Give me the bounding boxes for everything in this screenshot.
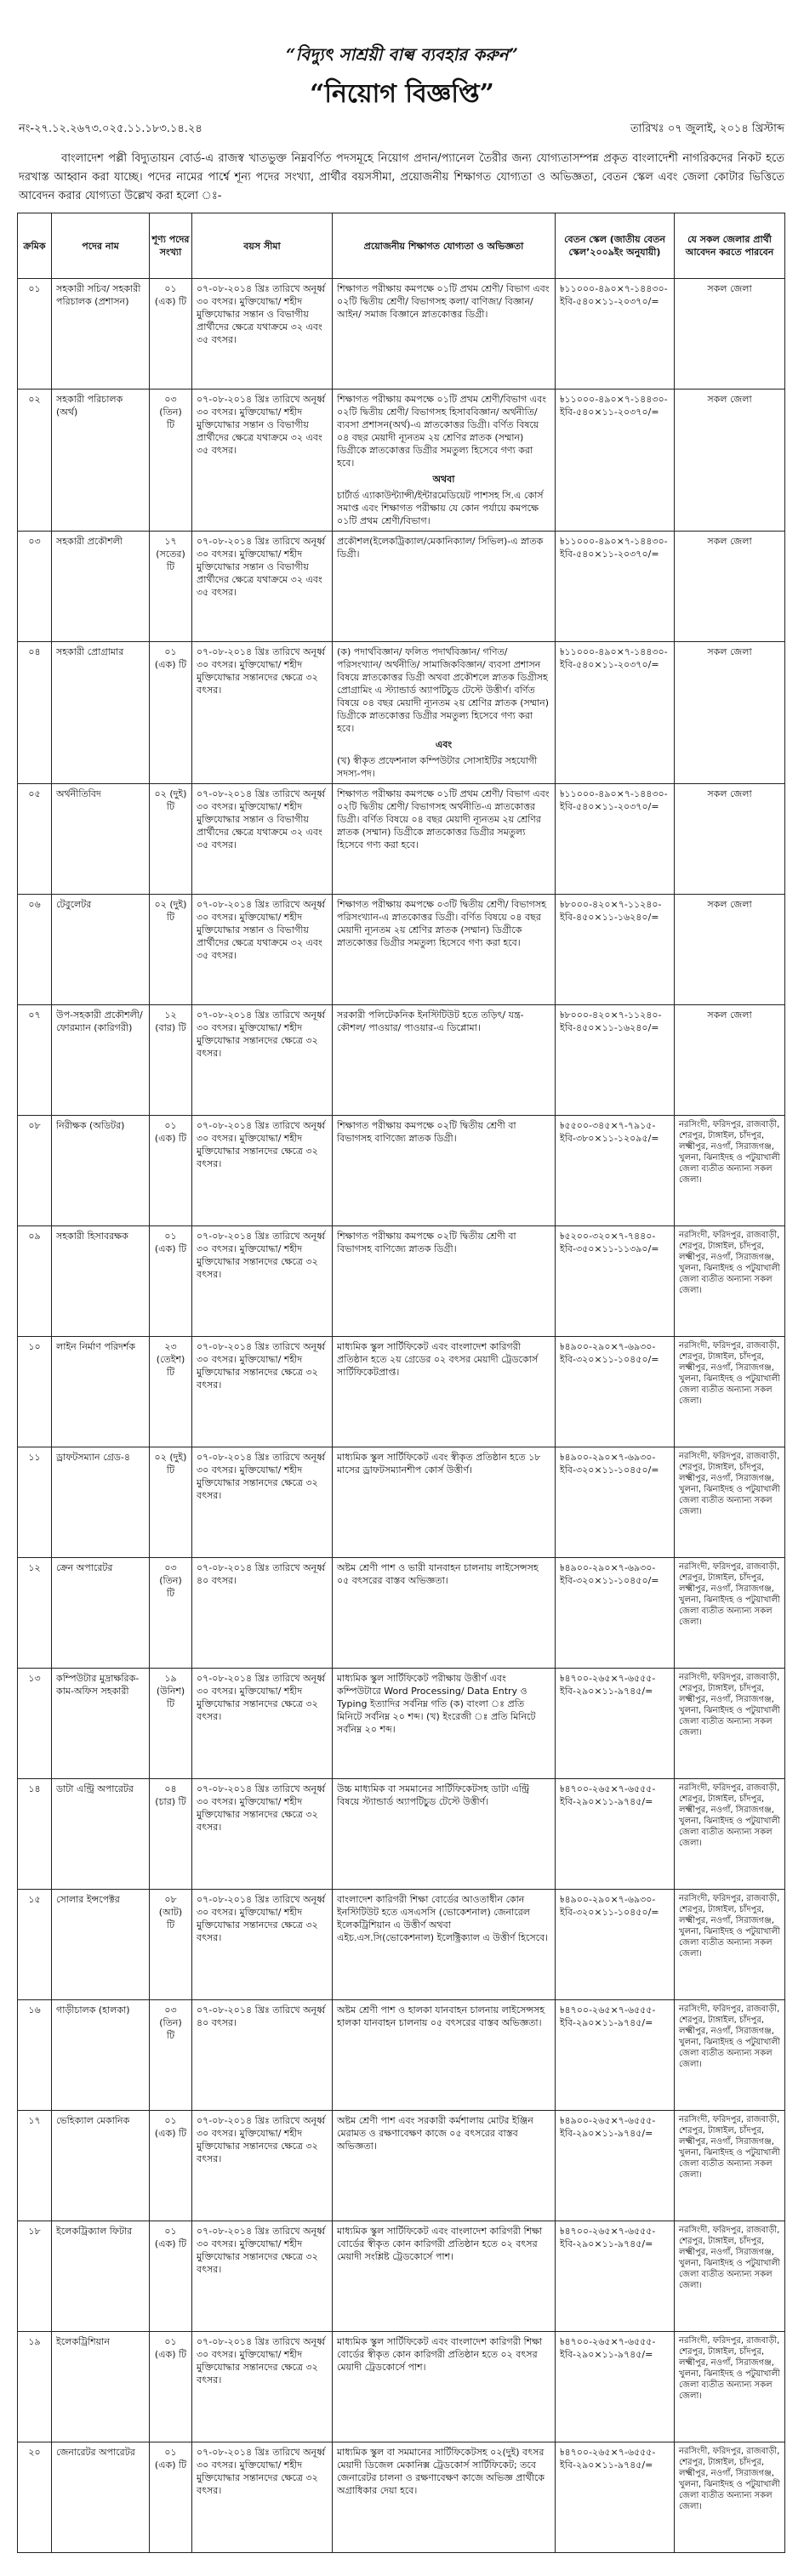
cell-post-name: টেবুলেটর xyxy=(52,895,150,1005)
cell-districts: নরসিংদী, ফরিদপুর, রাজবাড়ী, শেরপুর, টাঙ্গাইল, চাঁদপুর, লক্ষ্মীপুর, নওগাঁ, সিরাজগঞ্জ, খুলনা, ঝিনাইদহ ও পটুয়াখালী জেলা ব্যতীত অন্যান্য সকল জেলা। xyxy=(675,2111,785,2221)
cell-qualification xyxy=(333,1558,556,1669)
cell-qualification xyxy=(333,1447,556,1558)
cell-post-name: লাইন নির্মাণ পরিদর্শক xyxy=(52,1337,150,1447)
cell-vacancies: ০৩ (তিন) টি xyxy=(150,390,192,532)
qualification-alternative: (খ) স্বীকৃত প্রফেশনাল কম্পিউটার সোসাইটির সহযোগী সদস্য-পদ। xyxy=(337,755,538,779)
qualification-text: (ক) পদার্থবিজ্ঞান/ ফলিত পদার্থবিজ্ঞান/ গণিত/ পরিসংখ্যান/ অর্থনীতি/ সামাজিকবিজ্ঞান/ ব্যবসা প্রশাসন বিষয়ে স্নাতকোত্তর ডিগ্রী অথবা প্রকৌশলে স্নাতক ডিগ্রীসহ প্রোগ্রামিং এ স্ট্যান্ডার্ড অ্যাপটিচুড টেস্টে উত্তীর্ণ। বর্ণিত বিষয়ে ০৪ বছর মেয়াদী ন্যূনতম ২য় শ্রেণির স্নাতক (সম্মান) ডিগ্রীকে স্নাতকোত্তর ডিগ্রীর সমতুল্য হিসেবে গণ্য করা হবে। xyxy=(337,646,550,734)
cell-pay-scale: ৳১১০০০-৪৯০×৭-১৪৪৩০-ইবি-৫৪০×১১-২০৩৭০/= xyxy=(556,532,675,642)
cell-districts: নরসিংদী, ফরিদপুর, রাজবাড়ী, শেরপুর, টাঙ্গাইল, চাঁদপুর, লক্ষ্মীপুর, নওগাঁ, সিরাজগঞ্জ, খুলনা, ঝিনাইদহ ও পটুয়াখালী জেলা ব্যতীত অন্যান্য সকল জেলা। xyxy=(675,1669,785,1779)
header-vacancies: শূণ্য পদের সংখ্যা xyxy=(150,213,192,279)
cell-age-limit: ০৭-০৮-২০১৪ খ্রিঃ তারিখে অনূর্ধ্ব ৩০ বৎসর। মুক্তিযোদ্ধা/ শহীদ মুক্তিযোদ্ধার সন্তানদের ক্ষেত্রে ৩২ বৎসর। xyxy=(192,1116,333,1226)
cell-post-name: ইলেকট্রিশিয়ান xyxy=(52,2332,150,2442)
cell-post-name: অর্থনীতিবিদ xyxy=(52,784,150,895)
table-row xyxy=(18,1890,785,2000)
cell-pay-scale: ৳৪৯০০-২৯০×৭-৬৯৩০-ইবি-৩২০×১১-১০৪৫০/= xyxy=(556,1890,675,2000)
cell-post-name: গাড়ীচালক (হালকা) xyxy=(52,2000,150,2111)
cell-age-limit: ০৭-০৮-২০১৪ খ্রিঃ তারিখে অনূর্ধ্ব ৩০ বৎসর। মুক্তিযোদ্ধা/ শহীদ মুক্তিযোদ্ধার সন্তান ও বিভাগীয় প্রার্থীদের ক্ষেত্রে যথাক্রমে ৩২ এবং ৩৫ বৎসর। xyxy=(192,784,333,895)
cell-sl: ১৫ xyxy=(18,1890,52,2000)
cell-qualification xyxy=(333,784,556,895)
cell-sl: ০৪ xyxy=(18,642,52,784)
table-row xyxy=(18,390,785,532)
cell-districts: সকল জেলা xyxy=(675,279,785,390)
qualification-text: শিক্ষাগত পরীক্ষায় কমপক্ষে ০২টি দ্বিতীয় শ্রেণী বা বিভাগসহ বাণিজ্যে স্নাতক ডিগ্রী। xyxy=(337,1231,516,1254)
qualification-text: মাধ্যমিক স্কুল সার্টিফিকেট এবং বাংলাদেশ কারিগরী শিক্ষা বোর্ডের স্বীকৃত কোন কারিগরী প্রতিষ্ঠান হতে ০২ বৎসর মেয়াদী ট্রেডকোর্সে পাশ। xyxy=(337,2336,543,2373)
qualification-text: অষ্টম শ্রেণী পাশ ও ভারী যানবাহন চালনায় লাইসেন্সসহ ০৫ বৎসরের বাস্তব অভিজ্ঞতা। xyxy=(337,1562,539,1586)
cell-pay-scale: ৳৪৭০০-২৬৫×৭-৬৫৫৫-ইবি-২৯০×১১-৯৭৪৫/= xyxy=(556,2442,675,2553)
cell-qualification xyxy=(333,1005,556,1116)
cell-qualification xyxy=(333,2000,556,2111)
table-row xyxy=(18,2442,785,2553)
cell-pay-scale: ৳৪৭০০-২৬৫×৭-৬৫৫৫-ইবি-২৯০×১১-৯৭৪৫/= xyxy=(556,1669,675,1779)
table-row xyxy=(18,1779,785,1890)
qualification-text: শিক্ষাগত পরীক্ষায় কমপক্ষে ০১টি প্রথম শ্রেণী/ বিভাগ এবং ০২টি দ্বিতীয় শ্রেণী/ বিভাগসহ কলা/ বাণিজ্য/ বিজ্ঞান/ আইন/ সমাজ বিজ্ঞানে স্নাতকোত্তর ডিগ্রী। xyxy=(337,283,550,320)
cell-vacancies: ০১ (এক) টি xyxy=(150,642,192,784)
cell-pay-scale: ৳৮০০০-৪২০×৭-১১২৪০-ইবি-৪৫০×১১-১৬২৪০/= xyxy=(556,895,675,1005)
table-row xyxy=(18,784,785,895)
cell-sl: ০৯ xyxy=(18,1226,52,1337)
cell-vacancies: ১৯ (উনিশ) টি xyxy=(150,1669,192,1779)
cell-districts: সকল জেলা xyxy=(675,532,785,642)
table-row xyxy=(18,1116,785,1226)
cell-districts: নরসিংদী, ফরিদপুর, রাজবাড়ী, শেরপুর, টাঙ্গাইল, চাঁদপুর, লক্ষ্মীপুর, নওগাঁ, সিরাজগঞ্জ, খুলনা, ঝিনাইদহ ও পটুয়াখালী জেলা ব্যতীত অন্যান্য সকল জেলা। xyxy=(675,1116,785,1226)
cell-vacancies: ০৪ (চার) টি xyxy=(150,1779,192,1890)
cell-pay-scale: ৳৪৯০০-২৯০×৭-৬৯৩০-ইবি-৩২০×১১-১০৪৫০/= xyxy=(556,1447,675,1558)
cell-vacancies: ০১ (এক) টি xyxy=(150,2221,192,2332)
cell-qualification xyxy=(333,1116,556,1226)
cell-post-name: ডাটা এন্ট্রি অপারেটর xyxy=(52,1779,150,1890)
cell-pay-scale: ৳৮০০০-৪২০×৭-১১২৪০-ইবি-৪৫০×১১-১৬২৪০/= xyxy=(556,1005,675,1116)
cell-qualification xyxy=(333,1337,556,1447)
cell-qualification xyxy=(333,895,556,1005)
cell-qualification xyxy=(333,2442,556,2553)
cell-age-limit: ০৭-০৮-২০১৪ খ্রিঃ তারিখে অনূর্ধ্ব ৩০ বৎসর। মুক্তিযোদ্ধা/ শহীদ মুক্তিযোদ্ধার সন্তানদের ক্ষেত্রে ৩২ বৎসর। xyxy=(192,1005,333,1116)
cell-districts: নরসিংদী, ফরিদপুর, রাজবাড়ী, শেরপুর, টাঙ্গাইল, চাঁদপুর, লক্ষ্মীপুর, নওগাঁ, সিরাজগঞ্জ, খুলনা, ঝিনাইদহ ও পটুয়াখালী জেলা ব্যতীত অন্যান্য সকল জেলা। xyxy=(675,1779,785,1890)
cell-pay-scale: ৳৪৭০০-২৬৫×৭-৬৫৫৫-ইবি-২৯০×১১-৯৭৪৫/= xyxy=(556,2000,675,2111)
cell-sl: ০৮ xyxy=(18,1116,52,1226)
reference-line xyxy=(19,121,784,139)
cell-districts: সকল জেলা xyxy=(675,784,785,895)
cell-age-limit: ০৭-০৮-২০১৪ খ্রিঃ তারিখে অনূর্ধ্ব ৩০ বৎসর। মুক্তিযোদ্ধা/ শহীদ মুক্তিযোদ্ধার সন্তানদের ক্ষেত্রে ৩২ বৎসর। xyxy=(192,1337,333,1447)
table-row xyxy=(18,2000,785,2111)
cell-qualification xyxy=(333,2332,556,2442)
cell-pay-scale: ৳১১০০০-৪৯০×৭-১৪৪৩০-ইবি-৫৪০×১১-২০৩৭০/= xyxy=(556,642,675,784)
cell-districts: নরসিংদী, ফরিদপুর, রাজবাড়ী, শেরপুর, টাঙ্গাইল, চাঁদপুর, লক্ষ্মীপুর, নওগাঁ, সিরাজগঞ্জ, খুলনা, ঝিনাইদহ ও পটুয়াখালী জেলা ব্যতীত অন্যান্য সকল জেলা। xyxy=(675,1890,785,2000)
cell-qualification xyxy=(333,390,556,532)
cell-sl: ১৯ xyxy=(18,2332,52,2442)
cell-post-name: জেনারেটর অপারেটর xyxy=(52,2442,150,2553)
cell-qualification xyxy=(333,2111,556,2221)
header-sl: ক্রমিক xyxy=(18,213,52,279)
header-pay-scale: বেতন স্কেল (জাতীয় বেতন স্কেল’২০০৯ইং অনুযায়ী) xyxy=(556,213,675,279)
cell-vacancies: ২৩ (তেইশ) টি xyxy=(150,1337,192,1447)
cell-post-name: নিরীক্ষক (অডিটর) xyxy=(52,1116,150,1226)
cell-vacancies: ০২ (দুই) টি xyxy=(150,895,192,1005)
cell-age-limit: ০৭-০৮-২০১৪ খ্রিঃ তারিখে অনূর্ধ্ব ৪০ বৎসর। xyxy=(192,1558,333,1669)
table-row xyxy=(18,2221,785,2332)
qualification-text: শিক্ষাগত পরীক্ষায় কমপক্ষে ০১টি প্রথম শ্রেণী/বিভাগ এবং ০২টি দ্বিতীয় শ্রেণী/ বিভাগসহ হিসাববিজ্ঞান/ অর্থনীতি/ ব্যবসা প্রশাসন(অর্থ)-এ স্নাতকোত্তর ডিগ্রী। বর্ণিত বিষয়ে ০৪ বছর মেয়াদী ন্যূনতম ২য় শ্রেণির স্নাতক (সম্মান) ডিগ্রীকে স্নাতকোত্তর ডিগ্রীর সমতুল্য হিসেবে গণ্য করা হবে। xyxy=(337,394,546,469)
cell-pay-scale: ৳১১০০০-৪৯০×৭-১৪৪৩০-ইবি-৫৪০×১১-২০৩৭০/= xyxy=(556,279,675,390)
qualification-text: উচ্চ মাধ্যমিক বা সমমানের সার্টিফিকেটসহ ডাটা এন্ট্রি বিষয়ে স্ট্যান্ডার্ড অ্যাপটিচুড টেস্টে উত্তীর্ণ। xyxy=(337,1783,530,1807)
header-district: যে সকল জেলার প্রার্থী আবেদন করতে পারবেন xyxy=(675,213,785,279)
table-row xyxy=(18,895,785,1005)
cell-post-name: সহকারী হিসাবরক্ষক xyxy=(52,1226,150,1337)
table-row xyxy=(18,642,785,784)
table-row xyxy=(18,1558,785,1669)
cell-pay-scale: ৳৪৭০০-২৬৫×৭-৬৫৫৫-ইবি-২৯০×১১-৯৭৪৫/= xyxy=(556,2221,675,2332)
cell-vacancies: ১২ (বার) টি xyxy=(150,1005,192,1116)
cell-sl: ১৮ xyxy=(18,2221,52,2332)
cell-sl: ২০ xyxy=(18,2442,52,2553)
table-row xyxy=(18,532,785,642)
cell-sl: ০১ xyxy=(18,279,52,390)
cell-age-limit: ০৭-০৮-২০১৪ খ্রিঃ তারিখে অনূর্ধ্ব ৩০ বৎসর। মুক্তিযোদ্ধা/ শহীদ মুক্তিযোদ্ধার সন্তানদের ক্ষেত্রে ৩২ বৎসর। xyxy=(192,1779,333,1890)
qualification-text: মাধ্যমিক স্কুল সার্টিফিকেট এবং বাংলাদেশ কারিগরী শিক্ষা বোর্ডের স্বীকৃত কোন কারিগরী প্রতিষ্ঠান হতে ০২ বৎসর মেয়াদী সংশ্লিষ্ট ট্রেডকোর্সে পাশ। xyxy=(337,2226,543,2262)
cell-post-name: সোলার ইন্সপেক্টর xyxy=(52,1890,150,2000)
notice-title: “নিয়োগ বিজ্ঞপ্তি” xyxy=(310,79,494,109)
cell-post-name: উপ-সহকারী প্রকৌশলী/ ফোরম্যান (কারিগরী) xyxy=(52,1005,150,1116)
table-row xyxy=(18,1447,785,1558)
cell-districts: সকল জেলা xyxy=(675,1005,785,1116)
cell-age-limit: ০৭-০৮-২০১৪ খ্রিঃ তারিখে অনূর্ধ্ব ৩০ বৎসর। মুক্তিযোদ্ধা/ শহীদ মুক্তিযোদ্ধার সন্তানদের ক্ষেত্রে ৩২ বৎসর। xyxy=(192,2111,333,2221)
cell-pay-scale: ৳৫৫০০-৩৪৫×৭-৭৯১৫-ইবি-৩৮০×১১-১২০৯৫/= xyxy=(556,1116,675,1226)
table-row xyxy=(18,1005,785,1116)
intro-paragraph: বাংলাদেশ পল্লী বিদ্যুতায়ন বোর্ড-এ রাজস্ব খাতভুক্ত নিম্নবর্ণিত পদসমূহে নিয়োগ প্রদান/প্যানেল তৈরীর জন্য যোগ্যতাসম্পন্ন প্রকৃত বাংলাদেশী নাগরিকদের নিকট হতে দরখাস্ত আহ্বান করা যাচ্ছে। পদের নামের পার্শ্বে শূন্য পদের সংখ্যা, প্রার্থীর বয়সসীমা, প্রয়োজনীয় শিক্ষাগত যোগ্যতা ও অভিজ্ঞতা, বেতন স্কেল এবং জেলা কোটার ভিত্তিতে আবেদন করার যোগ্যতা উল্লেখ করা হলো ঃ- xyxy=(19,152,784,202)
header-qualification: প্রয়োজনীয় শিক্ষাগত যোগ্যতা ও অভিজ্ঞতা xyxy=(333,213,556,279)
cell-vacancies: ০৩ (তিন) টি xyxy=(150,1558,192,1669)
qualification-text: শিক্ষাগত পরীক্ষায় কমপক্ষে ০৩টি দ্বিতীয় শ্রেণী/ বিভাগসহ পরিসংখ্যান-এ স্নাতকোত্তর ডিগ্রী। বর্ণিত বিষয়ে ০৪ বছর মেয়াদী ন্যূনতম ২য় শ্রেণির স্নাতক (সম্মান) ডিগ্রীকে স্নাতকোত্তর ডিগ্রীর সমতুল্য হিসেবে গণ্য করা হবে। xyxy=(337,899,546,948)
cell-post-name: সহকারী প্রোগ্রামার xyxy=(52,642,150,784)
header-age: বয়স সীমা xyxy=(192,213,333,279)
cell-age-limit: ০৭-০৮-২০১৪ খ্রিঃ তারিখে অনূর্ধ্ব ৩০ বৎসর। মুক্তিযোদ্ধা/ শহীদ মুক্তিযোদ্ধার সন্তানদের ক্ষেত্রে ৩২ বৎসর। xyxy=(192,1669,333,1779)
cell-districts: নরসিংদী, ফরিদপুর, রাজবাড়ী, শেরপুর, টাঙ্গাইল, চাঁদপুর, লক্ষ্মীপুর, নওগাঁ, সিরাজগঞ্জ, খুলনা, ঝিনাইদহ ও পটুয়াখালী জেলা ব্যতীত অন্যান্য সকল জেলা। xyxy=(675,2221,785,2332)
cell-age-limit: ০৭-০৮-২০১৪ খ্রিঃ তারিখে অনূর্ধ্ব ৪০ বৎসর। xyxy=(192,2000,333,2111)
cell-qualification xyxy=(333,1226,556,1337)
cell-vacancies: ০২ (দুই) টি xyxy=(150,1447,192,1558)
cell-vacancies: ০১ (এক) টি xyxy=(150,279,192,390)
qualification-text: বাংলাদেশ কারিগরী শিক্ষা বোর্ডের আওতাধীন কোন ইনস্টিটিউট হতে এসএসসি (ভোকেশনাল) জেনারেল ইলেকট্রিশিয়ান এ উত্তীর্ণ অথবা এইচ.এস.সি(ভোকেশনাল) ইলেক্ট্রিক্যাল এ উত্তীর্ণ হিসেবে। xyxy=(337,1894,549,1943)
table-row xyxy=(18,2332,785,2442)
cell-districts: নরসিংদী, ফরিদপুর, রাজবাড়ী, শেরপুর, টাঙ্গাইল, চাঁদপুর, লক্ষ্মীপুর, নওগাঁ, সিরাজগঞ্জ, খুলনা, ঝিনাইদহ ও পটুয়াখালী জেলা ব্যতীত অন্যান্য সকল জেলা। xyxy=(675,1447,785,1558)
cell-vacancies: ০১ (এক) টি xyxy=(150,2442,192,2553)
cell-sl: ০৫ xyxy=(18,784,52,895)
cell-vacancies: ০৩ (তিন) টি xyxy=(150,2000,192,2111)
cell-districts: নরসিংদী, ফরিদপুর, রাজবাড়ী, শেরপুর, টাঙ্গাইল, চাঁদপুর, লক্ষ্মীপুর, নওগাঁ, সিরাজগঞ্জ, খুলনা, ঝিনাইদহ ও পটুয়াখালী জেলা ব্যতীত অন্যান্য সকল জেলা। xyxy=(675,2332,785,2442)
qualification-alternative: চার্টার্ড এ্যাকাউন্ট্যান্সী/ইন্টারমেডিয়েট পাশসহ সি.এ কোর্স সমাপ্ত এবং শিক্ষাগত পরীক্ষায় যে কোন পর্যায়ে কমপক্ষে ০১টি প্রথম শ্রেণী/বিভাগ। xyxy=(337,490,544,526)
cell-sl: ১৪ xyxy=(18,1779,52,1890)
cell-vacancies: ০১ (এক) টি xyxy=(150,2111,192,2221)
cell-sl: ১২ xyxy=(18,1558,52,1669)
cell-age-limit: ০৭-০৮-২০১৪ খ্রিঃ তারিখে অনূর্ধ্ব ৩০ বৎসর। মুক্তিযোদ্ধা/ শহীদ মুক্তিযোদ্ধার সন্তানদের ক্ষেত্রে ৩২ বৎসর। xyxy=(192,1447,333,1558)
cell-sl: ০৬ xyxy=(18,895,52,1005)
cell-age-limit: ০৭-০৮-২০১৪ খ্রিঃ তারিখে অনূর্ধ্ব ৩০ বৎসর। মুক্তিযোদ্ধা/ শহীদ মুক্তিযোদ্ধার সন্তানদের ক্ষেত্রে ৩২ বৎসর। xyxy=(192,2221,333,2332)
cell-pay-scale: ৳৪৭০০-২৬৫×৭-৬৫৫৫-ইবি-২৯০×১১-৯৭৪৫/= xyxy=(556,2332,675,2442)
cell-sl: ০৭ xyxy=(18,1005,52,1116)
cell-post-name: ক্রেন অপারেটর xyxy=(52,1558,150,1669)
table-row xyxy=(18,2111,785,2221)
cell-sl: ০২ xyxy=(18,390,52,532)
cell-sl: ১১ xyxy=(18,1447,52,1558)
table-row xyxy=(18,279,785,390)
cell-age-limit: ০৭-০৮-২০১৪ খ্রিঃ তারিখে অনূর্ধ্ব ৩০ বৎসর। মুক্তিযোদ্ধা/ শহীদ মুক্তিযোদ্ধার সন্তানদের ক্ষেত্রে ৩২ বৎসর। xyxy=(192,642,333,784)
cell-vacancies: ০৮ (আট) টি xyxy=(150,1890,192,2000)
cell-age-limit: ০৭-০৮-২০১৪ খ্রিঃ তারিখে অনূর্ধ্ব ৩০ বৎসর। মুক্তিযোদ্ধা/ শহীদ মুক্তিযোদ্ধার সন্তান ও বিভাগীয় প্রার্থীদের ক্ষেত্রে যথাক্রমে ৩২ এবং ৩৫ বৎসর। xyxy=(192,532,333,642)
qualification-connector: এবং xyxy=(435,739,453,750)
cell-vacancies: ০১ (এক) টি xyxy=(150,1116,192,1226)
cell-age-limit: ০৭-০৮-২০১৪ খ্রিঃ তারিখে অনূর্ধ্ব ৩০ বৎসর। মুক্তিযোদ্ধা/ শহীদ মুক্তিযোদ্ধার সন্তানদের ক্ষেত্রে ৩২ বৎসর। xyxy=(192,2442,333,2553)
qualification-connector: অথবা xyxy=(432,474,455,485)
slogan: “বিদ্যুৎ সাশ্রয়ী বাল্ব ব্যবহার করুন” xyxy=(285,44,519,65)
cell-vacancies: ০১ (এক) টি xyxy=(150,2332,192,2442)
cell-pay-scale: ৳১১০০০-৪৯০×৭-১৪৪৩০-ইবি-৫৪০×১১-২০৩৭০/= xyxy=(556,784,675,895)
cell-post-name: সহকারী সচিব/ সহকারী পরিচালক (প্রশাসন) xyxy=(52,279,150,390)
cell-age-limit: ০৭-০৮-২০১৪ খ্রিঃ তারিখে অনূর্ধ্ব ৩০ বৎসর। মুক্তিযোদ্ধা/ শহীদ মুক্তিযোদ্ধার সন্তানদের ক্ষেত্রে ৩২ বৎসর। xyxy=(192,1890,333,2000)
cell-qualification xyxy=(333,1779,556,1890)
table-row xyxy=(18,1226,785,1337)
cell-post-name: কম্পিউটার মুদ্রাক্ষরিক-কাম-অফিস সহকারী xyxy=(52,1669,150,1779)
qualification-text: প্রকৌশল(ইলেকট্রিক্যাল/মেকানিক্যাল/ সিভিল)-এ স্নাতক ডিগ্রী। xyxy=(337,536,544,560)
qualification-text: মাধ্যমিক স্কুল সার্টিফিকেট পরীক্ষায় উত্তীর্ণ এবং কম্পিউটারে Word Processing/ Data Entry ও Typing ইত্যাদির সর্বনিম্ন গতি (ক) বাংলা ঃ প্রতি মিনিটে সর্বনিম্ন ২০ শব্দ। (খ) ইংরেজী ঃ প্রতি মিনিটে সর্বনিম্ন ২০ শব্দ। xyxy=(337,1673,536,1735)
cell-districts: নরসিংদী, ফরিদপুর, রাজবাড়ী, শেরপুর, টাঙ্গাইল, চাঁদপুর, লক্ষ্মীপুর, নওগাঁ, সিরাজগঞ্জ, খুলনা, ঝিনাইদহ ও পটুয়াখালী জেলা ব্যতীত অন্যান্য সকল জেলা। xyxy=(675,2442,785,2553)
qualification-text: মাধ্যমিক স্কুল সার্টিফিকেট এবং বাংলাদেশ কারিগরী প্রতিষ্ঠান হতে ২য় গ্রেডের ০২ বৎসর মেয়াদী ট্রেডকোর্স সার্টিফিকেটপ্রাপ্ত। xyxy=(337,1341,539,1378)
cell-pay-scale: ৳১১০০০-৪৯০×৭-১৪৪৩০-ইবি-৫৪০×১১-২০৩৭০/= xyxy=(556,390,675,532)
cell-qualification xyxy=(333,532,556,642)
cell-post-name: সহকারী পরিচালক (অর্থ) xyxy=(52,390,150,532)
cell-districts: নরসিংদী, ফরিদপুর, রাজবাড়ী, শেরপুর, টাঙ্গাইল, চাঁদপুর, লক্ষ্মীপুর, নওগাঁ, সিরাজগঞ্জ, খুলনা, ঝিনাইদহ ও পটুয়াখালী জেলা ব্যতীত অন্যান্য সকল জেলা। xyxy=(675,1558,785,1669)
cell-districts: নরসিংদী, ফরিদপুর, রাজবাড়ী, শেরপুর, টাঙ্গাইল, চাঁদপুর, লক্ষ্মীপুর, নওগাঁ, সিরাজগঞ্জ, খুলনা, ঝিনাইদহ ও পটুয়াখালী জেলা ব্যতীত অন্যান্য সকল জেলা। xyxy=(675,1337,785,1447)
cell-districts: নরসিংদী, ফরিদপুর, রাজবাড়ী, শেরপুর, টাঙ্গাইল, চাঁদপুর, লক্ষ্মীপুর, নওগাঁ, সিরাজগঞ্জ, খুলনা, ঝিনাইদহ ও পটুয়াখালী জেলা ব্যতীত অন্যান্য সকল জেলা। xyxy=(675,1226,785,1337)
cell-qualification xyxy=(333,1890,556,2000)
table-body xyxy=(18,279,785,2553)
cell-qualification xyxy=(333,1669,556,1779)
cell-districts: সকল জেলা xyxy=(675,895,785,1005)
qualification-text: অষ্টম শ্রেণী পাশ ও হালকা যানবাহন চালনায় লাইসেন্সসহ হালকা যানবাহন চালনায় ০৫ বৎসরের বাস্তব অভিজ্ঞতা। xyxy=(337,2005,545,2028)
cell-districts: সকল জেলা xyxy=(675,642,785,784)
cell-vacancies: ০১ (এক) টি xyxy=(150,1226,192,1337)
cell-age-limit: ০৭-০৮-২০১৪ খ্রিঃ তারিখে অনূর্ধ্ব ৩০ বৎসর। মুক্তিযোদ্ধা/ শহীদ মুক্তিযোদ্ধার সন্তানদের ক্ষেত্রে ৩২ বৎসর। xyxy=(192,1226,333,1337)
cell-qualification xyxy=(333,279,556,390)
cell-pay-scale: ৳৪৯০০-২৬৫×৭-৬৫৫৫-ইবি-২৯০×১১-৯৭৪৫/= xyxy=(556,2111,675,2221)
cell-pay-scale: ৳৪৯০০-২৯০×৭-৬৯৩০-ইবি-৩২০×১১-১০৪৫০/= xyxy=(556,1558,675,1669)
vacancy-table xyxy=(17,213,785,2553)
qualification-text: মাধ্যমিক স্কুল বা সমমানের সার্টিফিকেটসহ ০২(দুই) বৎসর মেয়াদী ডিজেল মেকানিক্স ট্রেডকোর্স সার্টিফিকেট; তবে জেনারেটর চালনা ও রক্ষণাবেক্ষণ কাজে অভিজ্ঞ প্রার্থীকে অগ্রাধিকার দেয়া হবে। xyxy=(337,2447,545,2496)
cell-sl: ১৩ xyxy=(18,1669,52,1779)
cell-sl: ০৩ xyxy=(18,532,52,642)
cell-age-limit: ০৭-০৮-২০১৪ খ্রিঃ তারিখে অনূর্ধ্ব ৩০ বৎসর। মুক্তিযোদ্ধা/ শহীদ মুক্তিযোদ্ধার সন্তান ও বিভাগীয় প্রার্থীদের ক্ষেত্রে যথাক্রমে ৩২ এবং ৩৫ বৎসর। xyxy=(192,895,333,1005)
notice-date: তারিখঃ ০৭ জুলাই, ২০১৪ খ্রিস্টাব্দ xyxy=(630,122,784,135)
cell-post-name: ড্রাফটসম্যান গ্রেড-৪ xyxy=(52,1447,150,1558)
cell-sl: ১৭ xyxy=(18,2111,52,2221)
qualification-text: সরকারী পলিটেকনিক ইনস্টিটিউট হতে তড়িৎ/ যন্ত্র-কৌশল/ পাওয়ার/ পাওয়ার-এ ডিপ্লোমা। xyxy=(337,1009,524,1033)
header-post: পদের নাম xyxy=(52,213,150,279)
table-row xyxy=(18,1669,785,1779)
cell-age-limit: ০৭-০৮-২০১৪ খ্রিঃ তারিখে অনূর্ধ্ব ৩০ বৎসর। মুক্তিযোদ্ধা/ শহীদ মুক্তিযোদ্ধার সন্তানদের ক্ষেত্রে ৩২ বৎসর। xyxy=(192,2332,333,2442)
qualification-text: মাধ্যমিক স্কুল সার্টিফিকেট এবং স্বীকৃত প্রতিষ্ঠান হতে ১৮ মাসের ড্রাফটসম্যানশীপ কোর্স উত্তীর্ণ। xyxy=(337,1452,541,1476)
cell-post-name: ইলেকট্রিক্যাল ফিটার xyxy=(52,2221,150,2332)
cell-districts: সকল জেলা xyxy=(675,390,785,532)
cell-post-name: সহকারী প্রকৌশলী xyxy=(52,532,150,642)
cell-districts: নরসিংদী, ফরিদপুর, রাজবাড়ী, শেরপুর, টাঙ্গাইল, চাঁদপুর, লক্ষ্মীপুর, নওগাঁ, সিরাজগঞ্জ, খুলনা, ঝিনাইদহ ও পটুয়াখালী জেলা ব্যতীত অন্যান্য সকল জেলা। xyxy=(675,2000,785,2111)
qualification-text: শিক্ষাগত পরীক্ষায় কমপক্ষে ০২টি দ্বিতীয় শ্রেণী বা বিভাগসহ বাণিজ্যে স্নাতক ডিগ্রী। xyxy=(337,1120,516,1144)
cell-vacancies: ০২ (দুই) টি xyxy=(150,784,192,895)
cell-age-limit: ০৭-০৮-২০১৪ খ্রিঃ তারিখে অনূর্ধ্ব ৩০ বৎসর। মুক্তিযোদ্ধা/ শহীদ মুক্তিযোদ্ধার সন্তান ও বিভাগীয় প্রার্থীদের ক্ষেত্রে যথাক্রমে ৩২ এবং ৩৫ বৎসর। xyxy=(192,390,333,532)
cell-sl: ১৬ xyxy=(18,2000,52,2111)
cell-age-limit: ০৭-০৮-২০১৪ খ্রিঃ তারিখে অনূর্ধ্ব ৩০ বৎসর। মুক্তিযোদ্ধা/ শহীদ মুক্তিযোদ্ধার সন্তান ও বিভাগীয় প্রার্থীদের ক্ষেত্রে যথাক্রমে ৩২ এবং ৩৫ বৎসর। xyxy=(192,279,333,390)
qualification-text: অষ্টম শ্রেণী পাশ এবং সরকারী কর্মশালায় মোটর ইঞ্জিন মেরামত ও রক্ষণাবেক্ষণ কাজে ০৫ বৎসরের বাস্তব অভিজ্ঞতা। xyxy=(337,2115,533,2152)
cell-post-name: ভেহিক্যাল মেকানিক xyxy=(52,2111,150,2221)
cell-sl: ১০ xyxy=(18,1337,52,1447)
cell-pay-scale: ৳৫২০০-৩২০×৭-৭৪৪০-ইবি-৩৫০×১১-১১৩৯০/= xyxy=(556,1226,675,1337)
qualification-text: শিক্ষাগত পরীক্ষায় কমপক্ষে ০১টি প্রথম শ্রেণী/ বিভাগ এবং ০২টি দ্বিতীয় শ্রেণী/ বিভাগসহ অর্থনীতি-এ স্নাতকোত্তর ডিগ্রী। বর্ণিত বিষয়ে ০৪ বছর মেয়াদী ন্যূনতম ২য় শ্রেণির স্নাতক (সম্মান) ডিগ্রীকে স্নাতকোত্তর ডিগ্রীর সমতুল্য হিসেবে গণ্য করা হবে। xyxy=(337,788,550,850)
cell-pay-scale: ৳৪৯০০-২৯০×৭-৬৯৩০-ইবি-৩২০×১১-১০৪৫০/= xyxy=(556,1337,675,1447)
cell-pay-scale: ৳৪৭০০-২৬৫×৭-৬৫৫৫-ইবি-২৯০×১১-৯৭৪৫/= xyxy=(556,1779,675,1890)
table-header-row xyxy=(18,213,785,279)
cell-vacancies: ১৭ (সতের) টি xyxy=(150,532,192,642)
cell-qualification xyxy=(333,642,556,784)
memo-number: নং-২৭.১২.২৬৭৩.০২৫.১১.১৮৩.১৪.২৪ xyxy=(19,122,202,135)
cell-qualification xyxy=(333,2221,556,2332)
table-row xyxy=(18,1337,785,1447)
